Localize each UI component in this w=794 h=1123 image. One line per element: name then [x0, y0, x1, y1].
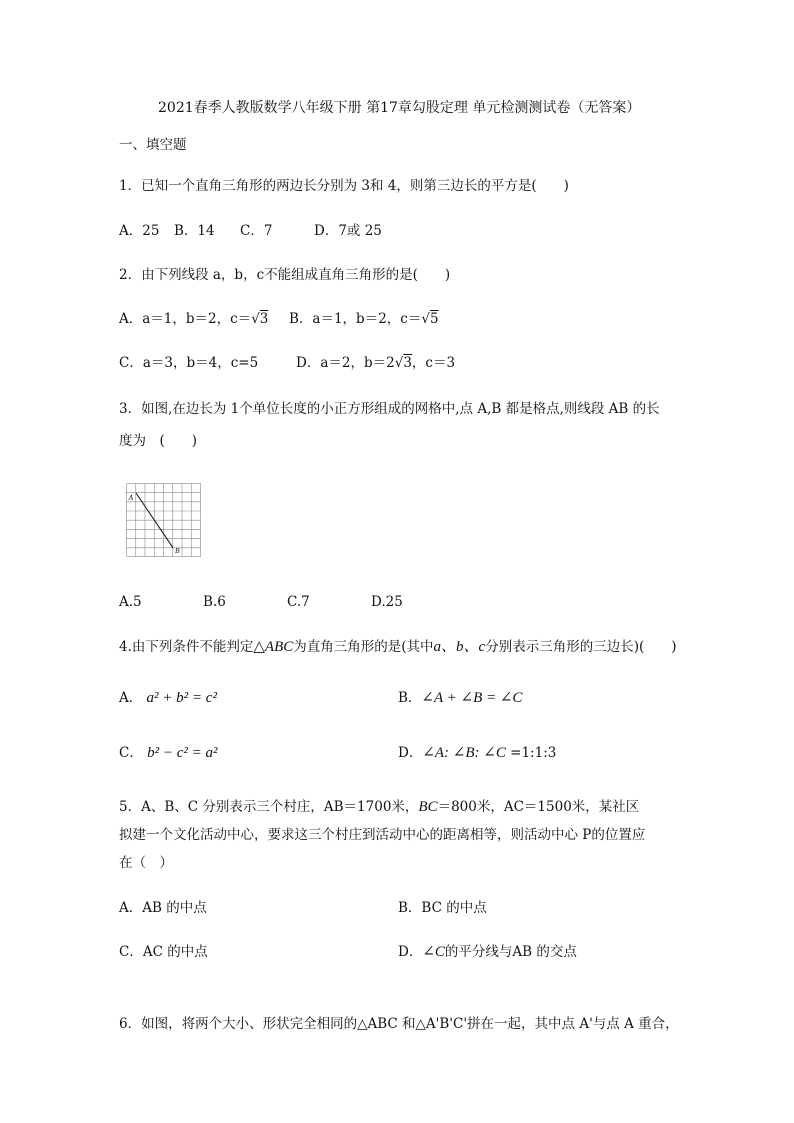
q4-option-d: D．∠A: ∠B: ∠C =1:1:3	[398, 745, 557, 761]
sqrt-symbol: √	[394, 355, 404, 371]
q2-option-c: C．a＝3，b＝4，c=5	[119, 355, 259, 371]
q4-option-b: B．∠A + ∠B = ∠C	[398, 690, 523, 706]
q1-option-c: C．7	[240, 223, 273, 239]
q4-option-a: A． a² + b² = c²	[119, 690, 217, 706]
q5-option-a: A．AB 的中点	[119, 900, 207, 916]
question-1-stem: 1．已知一个直角三角形的两边长分别为 3和 4，则第三边长的平方是( )	[119, 178, 569, 194]
question-5-line2: 拟建一个文化活动中心，要求这三个村庄到活动中心的距离相等，则活动中心 P的位置应	[119, 827, 646, 843]
q2-option-a: A．a＝1，b＝2，c＝√3	[119, 311, 269, 327]
q3-option-b: B.6	[203, 594, 226, 610]
q3-option-a: A.5	[119, 594, 142, 610]
q5-option-c: C．AC 的中点	[119, 944, 208, 960]
question-3-stem-line2: 度为 ( )	[119, 433, 198, 449]
question-4-stem: 4.由下列条件不能判定△ABC为直角三角形的是(其中a、b、c分别表示三角形的三边长)( )	[119, 639, 677, 655]
sqrt-symbol: √	[421, 311, 430, 327]
question-2-stem: 2．由下列线段 a，b，c不能组成直角三角形的是( )	[119, 267, 451, 283]
q3-option-c: C.7	[287, 594, 310, 610]
q4-option-c: C． b² − c² = a²	[119, 745, 218, 761]
q3-option-d: D.25	[371, 594, 403, 610]
q2-option-b: B．a＝1，b＝2，c＝√5	[289, 311, 439, 327]
q2-option-d: D．a＝2，b＝2√3，c＝3	[296, 355, 456, 371]
question-6-stem: 6．如图，将两个大小、形状完全相同的△ABC 和△A'B'C'拼在一起，其中点 A'与点 A 重合，	[119, 1016, 679, 1032]
page-title: 2021春季人教版数学八年级下册 第17章勾股定理 单元检测测试卷（无答案）	[158, 100, 641, 116]
question-3-stem-line1: 3．如图,在边长为 1个单位长度的小正方形组成的网格中,点 A,B 都是格点,则线段 AB 的长	[119, 401, 660, 417]
q1-option-b: B．14	[174, 223, 215, 239]
q1-option-d: D．7或 25	[314, 223, 382, 239]
question-5-line1: 5．A、B、C 分别表示三个村庄，AB＝1700米，BC＝800米，AC＝1500米，某社区	[119, 799, 640, 815]
q1-option-a: A．25	[119, 223, 160, 239]
grid-figure	[126, 483, 202, 559]
q5-option-d: D．∠C的平分线与AB 的交点	[398, 944, 577, 960]
section-heading: 一、填空题	[119, 137, 187, 153]
point-a-label: A	[128, 493, 134, 502]
question-5-line3: 在（ ）	[119, 855, 173, 871]
point-b-label: B	[175, 546, 180, 555]
q5-option-b: B．BC 的中点	[398, 900, 487, 916]
sqrt-symbol: √	[251, 311, 260, 327]
